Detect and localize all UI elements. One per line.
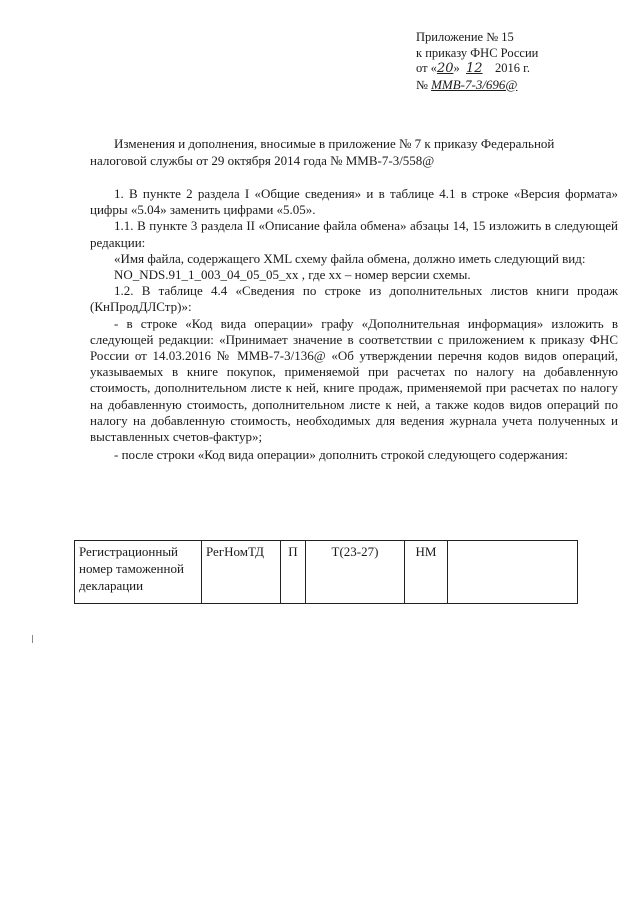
paragraph-1-2: 1.2. В таблице 4.4 «Сведения по строке из дополнительных листов книги продаж (КнПродДЛСтр)»: <box>90 283 618 315</box>
order-number: № ММВ-7-3/696@ <box>416 76 518 92</box>
paragraph-add-row: - после строки «Код вида операции» дополнить строкой следующего содержания: <box>114 447 569 463</box>
table-cell-format: Т(23-27) <box>306 541 405 604</box>
handwritten-number: ММВ-7-3/696@ <box>431 76 518 92</box>
paragraph-1-1: 1.1. В пункте 3 раздела II «Описание файла обмена» абзацы 14, 15 изложить в следующей редакции: <box>90 218 618 250</box>
table-cell-info <box>448 541 578 604</box>
table-cell-code: РегНомТД <box>202 541 281 604</box>
document-body <box>90 186 618 463</box>
table-row <box>75 541 578 604</box>
table-cell-type: П <box>281 541 306 604</box>
handwritten-month: 12 <box>465 61 483 76</box>
order-date: от «20» 12 2016 г. <box>416 61 530 76</box>
title-line-1: Изменения и дополнения, вносимые в приложение № 7 к приказу Федеральной <box>114 136 555 151</box>
handwritten-day: 20 <box>436 61 454 76</box>
customs-declaration-table <box>74 540 578 604</box>
order-reference: к приказу ФНС России <box>416 45 539 60</box>
scan-artifact <box>32 635 33 643</box>
document-title <box>90 135 618 169</box>
paragraph-filename: NO_NDS.91_1_003_04_05_05_xx , где xx – номер версии схемы. <box>114 267 471 283</box>
paragraph-1: 1. В пункте 2 раздела I «Общие сведения» и в таблице 4.1 в строке «Версия формата» цифры «5.04» заменить цифрами «5.05». <box>90 186 618 218</box>
paragraph-operation-code: - в строке «Код вида операции» графу «Дополнительная информация» изложить в следующей редакции: «Принимает значение в соответствии с приложением к приказу ФНС России от 14.03.2016 № ММВ-7-3/136@ «Об утверждении перечня кодов видов операций, указываемых в книге покупок, применяемой при расчетах по налогу на добавленную стоимость, дополнительном листе к ней, книге продаж, применяемой при расчетах по налогу на добавленную стоимость, дополнительном листе к ней, а также кодов видов операций по налогу на добавленную стоимость, необходимых для ведения журнала учета полученных и выставленных счетов-фактур»; <box>90 315 618 445</box>
table-cell-name: Регистрационный номер таможенной декларации <box>75 541 202 604</box>
paragraph-quote: «Имя файла, содержащего XML схему файла обмена, должно иметь следующий вид: <box>114 250 586 266</box>
table-cell-requirement: НМ <box>405 541 448 604</box>
title-line-2: налоговой службы от 29 октября 2014 года № ММВ-7-3/558@ <box>90 153 435 168</box>
appendix-number: Приложение № 15 <box>416 30 514 44</box>
approval-header <box>416 30 616 93</box>
